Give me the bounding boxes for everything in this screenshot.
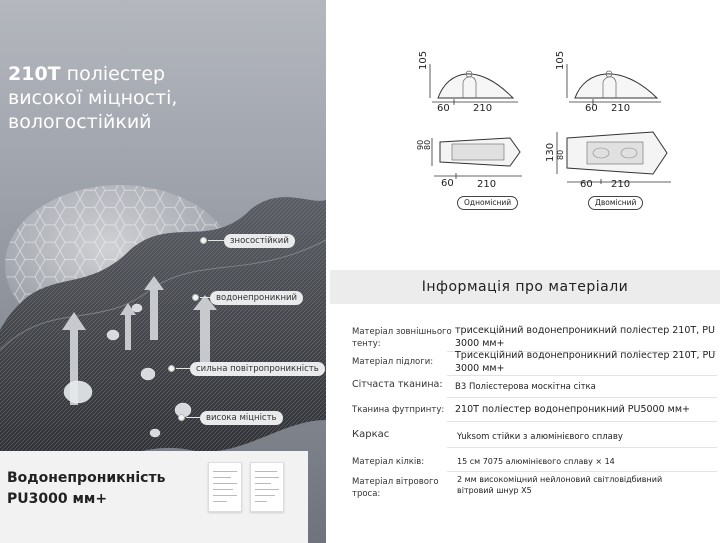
row-value-footprint: 210T поліестер водонепроникний PU5000 мм+ bbox=[455, 404, 690, 415]
row-value-frame: Yuksom стійки з алюмінієвого сплаву bbox=[457, 432, 623, 442]
row-label-floor: Матеріал підлоги: bbox=[352, 357, 434, 367]
headline-bold: 210T bbox=[8, 63, 61, 85]
single-top-width: 210 bbox=[477, 179, 497, 190]
single-top-left: 60 bbox=[441, 178, 454, 189]
row-divider bbox=[447, 397, 717, 398]
row-value-outer-tent: трисекційний водонепроникний поліестер 210T, PU 3000 мм+ bbox=[455, 325, 715, 349]
row-label-footprint: Тканина футпринту: bbox=[352, 405, 445, 415]
headline-rest: поліестер bbox=[60, 63, 166, 85]
row-divider bbox=[447, 447, 717, 448]
row-label-stakes: Матеріал кілків: bbox=[352, 457, 425, 467]
callout-waterproof: водонепроникний bbox=[210, 291, 303, 305]
double-top-w1: 130 bbox=[545, 142, 556, 162]
row-value-mesh: B3 Полієстерова москітна сітка bbox=[455, 382, 596, 392]
badge-single: Одномісний bbox=[457, 196, 518, 210]
callout-breathability: сильна повітропроникність bbox=[190, 362, 325, 376]
info-header bbox=[330, 270, 720, 304]
headline-line-2: високої міцності, bbox=[8, 87, 178, 109]
double-top-left: 60 bbox=[580, 179, 593, 190]
callout-dot bbox=[200, 237, 207, 244]
single-top-w2: 80 bbox=[423, 139, 432, 150]
row-value-stakes: 15 см 7075 алюмінієвого сплаву × 14 bbox=[457, 457, 615, 466]
single-top-w1: 90 bbox=[416, 139, 425, 150]
waterproof-value: PU3000 мм+ bbox=[7, 491, 108, 507]
badge-double: Двомісний bbox=[588, 196, 643, 210]
row-divider bbox=[447, 471, 717, 472]
test-certificate-1 bbox=[208, 462, 242, 512]
single-tent-top-view bbox=[418, 132, 528, 180]
info-title: Інформація про матеріали bbox=[421, 279, 629, 295]
row-label-outer-tent: Матеріал зовнішнього тенту: bbox=[352, 327, 452, 349]
double-side-left: 60 bbox=[585, 103, 598, 114]
callout-line bbox=[176, 368, 190, 369]
single-side-width: 210 bbox=[473, 103, 493, 114]
row-label-frame: Каркас bbox=[352, 429, 390, 440]
callout-strength: висока міцність bbox=[200, 411, 283, 425]
callout-dot bbox=[192, 294, 199, 301]
row-divider bbox=[447, 375, 717, 376]
row-label-mesh: Сітчаста тканина: bbox=[352, 379, 443, 390]
waterproof-title: Водонепроникність bbox=[7, 470, 166, 486]
headline-line-3: вологостійкий bbox=[8, 111, 152, 133]
callout-abrasion: зносостійкий bbox=[224, 234, 295, 248]
single-side-left: 60 bbox=[437, 103, 450, 114]
test-certificate-2 bbox=[250, 462, 284, 512]
row-divider bbox=[447, 421, 717, 422]
row-label-guyline: Матеріал вітрового троса: bbox=[352, 477, 439, 499]
row-value-floor: Трисекційний водонепроникний поліестер 210T, PU 3000 мм+ bbox=[455, 350, 716, 374]
callout-dot bbox=[178, 414, 185, 421]
double-top-width: 210 bbox=[611, 179, 631, 190]
double-side-height: 105 bbox=[555, 50, 566, 70]
single-side-height: 105 bbox=[418, 50, 429, 70]
waterproof-rating bbox=[7, 468, 165, 510]
fabric-headline bbox=[8, 62, 177, 134]
double-top-w2: 80 bbox=[556, 149, 565, 160]
callout-line bbox=[208, 240, 224, 241]
callout-line bbox=[200, 297, 210, 298]
double-side-width: 210 bbox=[611, 103, 631, 114]
row-value-guyline: 2 мм високоміцний нейлоновий світловідбивний вітровий шнур X5 bbox=[457, 475, 663, 495]
callout-line bbox=[186, 417, 200, 418]
callout-dot bbox=[168, 365, 175, 372]
